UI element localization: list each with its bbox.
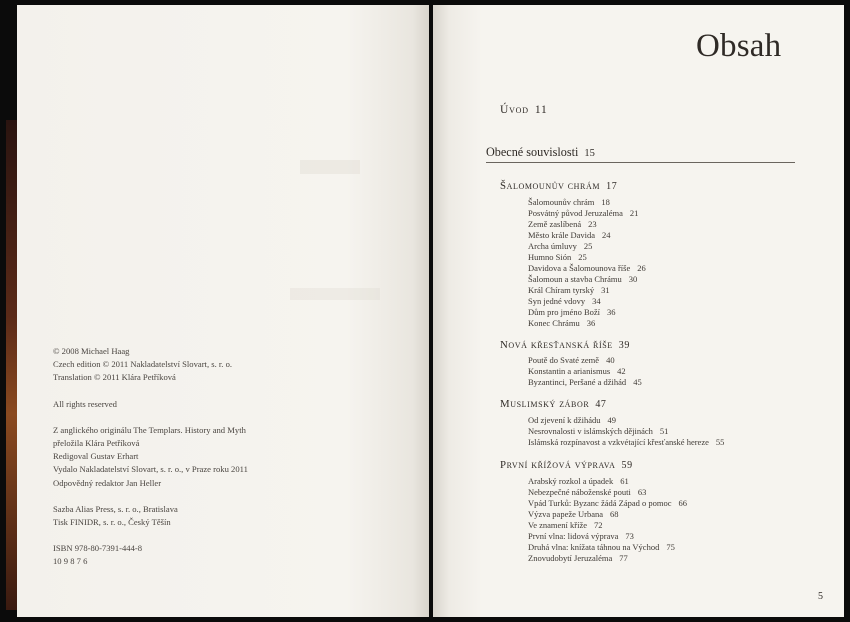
toc-entry: Konec Chrámu 36 [528, 318, 596, 328]
show-through-bleed [300, 160, 360, 174]
imprint-line: Sazba Alias Press, s. r. o., Bratislava [53, 503, 178, 514]
toc-entry: Syn jedné vdovy 34 [528, 296, 601, 306]
toc-intro-page: 11 [534, 104, 548, 116]
toc-entry: Od zjevení k džihádu 49 [528, 415, 616, 425]
toc-chapter-page: 39 [618, 340, 630, 351]
toc-entry: Město krále Davida 24 [528, 230, 611, 240]
toc-chapter-label: Muslimský zábor [500, 398, 590, 410]
right-page [433, 5, 844, 617]
imprint-line: Czech edition © 2011 Nakladatelství Slovart, s. r. o. [53, 359, 233, 370]
toc-entry: Druhá vlna: knížata táhnou na Východ 75 [528, 542, 675, 552]
imprint-line: ISBN 978-80-7391-444-8 [53, 543, 143, 554]
imprint-line: přeložila Klára Petříková [53, 438, 140, 449]
toc-chapter-label: Nová křesťanská říše [500, 339, 613, 351]
toc-entry: Vpád Turků: Byzanc žádá Západ o pomoc 66 [528, 498, 688, 508]
toc-entry: Byzantinci, Peršané a džihád 45 [528, 377, 642, 387]
toc-chapter-page: 59 [621, 460, 633, 471]
toc-section-label: Obecné souvislosti [486, 145, 579, 159]
toc-entry: Král Chíram tyrský 31 [528, 285, 610, 295]
toc-entry: Posvátný původ Jeruzaléma 21 [528, 208, 639, 218]
toc-entry: Islámská rozpínavost a vzkvétající křesťanské hereze 55 [528, 437, 725, 447]
toc-entry: Znovudobytí Jeruzaléma 77 [528, 553, 628, 563]
imprint-line: Tisk FINIDR, s. r. o., Český Těšín [53, 517, 171, 528]
toc-entry: Šalomoun a stavba Chrámu 30 [528, 274, 638, 284]
toc-entry: Nesrovnalosti v islámských dějinách 51 [528, 426, 669, 436]
toc-entry: Davidova a Šalomounova říše 26 [528, 263, 646, 273]
imprint-line: Vydalo Nakladatelství Slovart, s. r. o., v Praze roku 2011 [53, 464, 248, 475]
toc-chapter [500, 398, 607, 410]
toc-chapter-label: První křížová výprava [500, 459, 616, 471]
toc-chapter-page: 47 [595, 399, 607, 410]
toc-chapter [500, 339, 630, 351]
toc-entry: První vlna: lidová výprava 73 [528, 531, 634, 541]
toc-entry: Země zaslíbená 23 [528, 219, 597, 229]
toc-entry: Dům pro jméno Boží 36 [528, 307, 616, 317]
toc-chapter-label: Šalomounův chrám [500, 180, 601, 192]
imprint-line: All rights reserved [53, 398, 117, 409]
imprint-line: Odpovědný redaktor Jan Heller [53, 477, 162, 488]
book-cover-edge [6, 120, 17, 610]
toc-entry: Nebezpečné náboženské pouti 63 [528, 487, 647, 497]
toc-section-heading [486, 145, 795, 163]
toc-entry: Ve znamení kříže 72 [528, 520, 603, 530]
toc-intro-label: Úvod [500, 104, 529, 116]
imprint-line: Redigoval Gustav Erhart [53, 451, 139, 462]
toc-entry: Humno Sión 25 [528, 252, 587, 262]
imprint-block [53, 345, 383, 569]
toc-chapter [500, 459, 633, 471]
toc-intro [500, 104, 548, 116]
toc-section-page: 15 [584, 148, 595, 159]
imprint-line: © 2008 Michael Haag [53, 346, 130, 356]
toc-entry: Šalomounův chrám 18 [528, 197, 610, 207]
toc-entry: Konstantin a arianismus 42 [528, 366, 626, 376]
toc-chapter [500, 180, 617, 192]
toc-entry: Arabský rozkol a úpadek 61 [528, 476, 629, 486]
toc-entry: Výzva papeže Urbana 68 [528, 509, 619, 519]
page-number: 5 [818, 591, 823, 602]
toc-entry: Archa úmluvy 25 [528, 241, 593, 251]
toc-title: Obsah [696, 28, 782, 64]
imprint-line: Z anglického originálu The Templars. History and Myth [53, 424, 246, 435]
imprint-line: 10 9 8 7 6 [53, 556, 88, 567]
show-through-bleed [290, 288, 380, 300]
imprint-line: Translation © 2011 Klára Petříková [53, 372, 176, 383]
toc-chapter-page: 17 [606, 181, 618, 192]
toc-entry: Poutě do Svaté země 40 [528, 355, 615, 365]
